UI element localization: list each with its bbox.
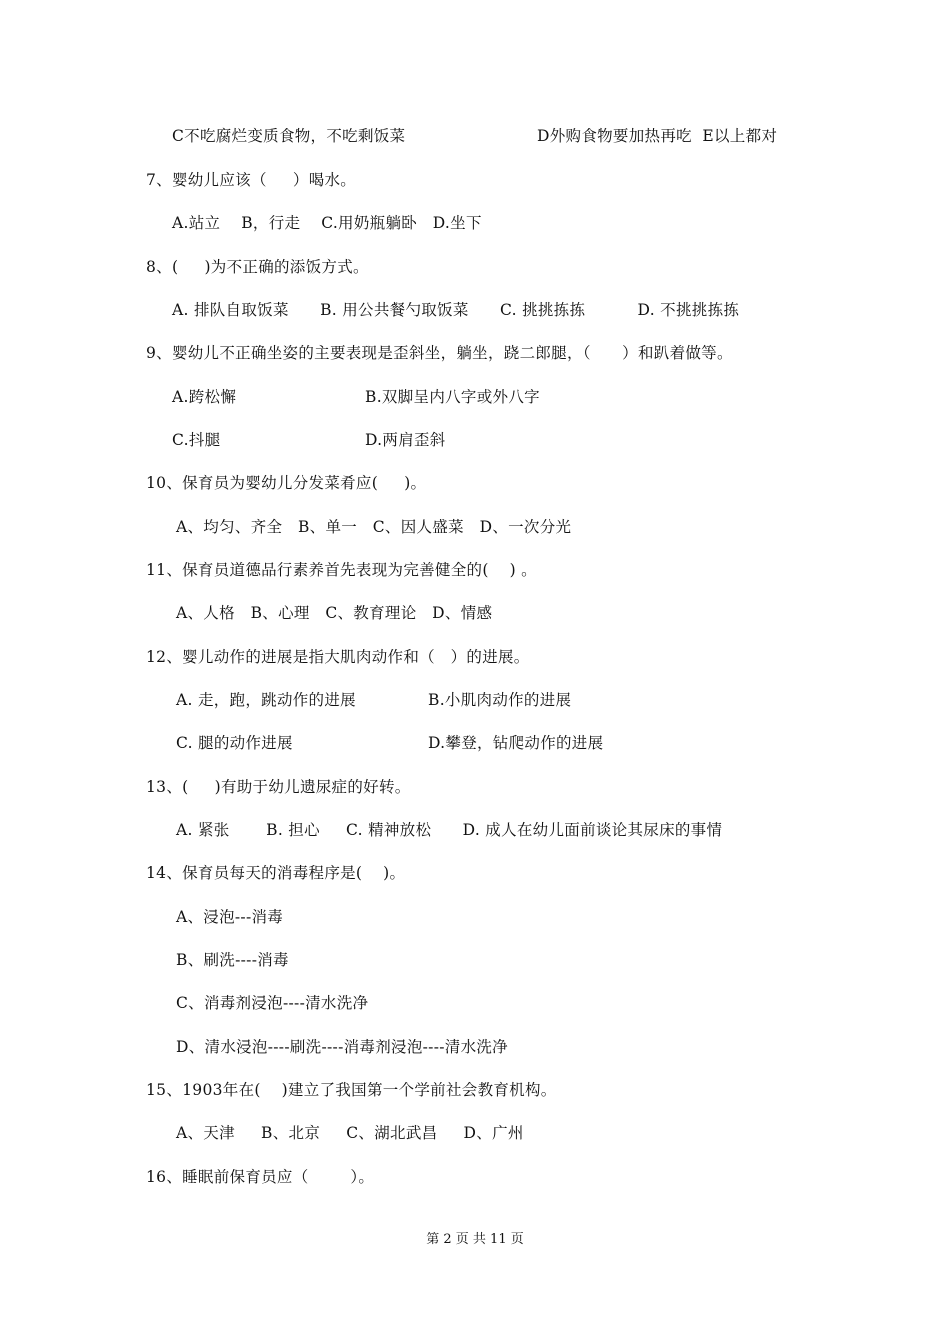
question-10-options: A、均匀、齐全 B、单一 C、因人盛菜 D、一次分光 — [176, 518, 572, 536]
question-9-option-c: C.抖腿 — [172, 431, 221, 449]
question-11: 11、保育员道德品行素养首先表现为完善健全的( ) 。 — [146, 561, 537, 579]
question-12-option-a: A. 走，跑，跳动作的进展 — [176, 691, 356, 709]
option-line-c: C不吃腐烂变质食物，不吃剩饭菜 — [172, 127, 406, 145]
question-8: 8、( )为不正确的添饭方式。 — [146, 258, 369, 276]
question-12-option-c: C. 腿的动作进展 — [176, 734, 293, 752]
question-7: 7、婴幼儿应该（ ）喝水。 — [146, 171, 357, 189]
option-line-d-e: D外购食物要加热再吃 E以上都对 — [537, 127, 778, 145]
question-14-option-c: C、消毒剂浸泡----清水洗净 — [176, 994, 369, 1012]
question-13-options: A. 紧张 B. 担心 C. 精神放松 D. 成人在幼儿面前谈论其尿床的事情 — [176, 821, 723, 839]
question-15: 15、1903年在( )建立了我国第一个学前社会教育机构。 — [146, 1081, 557, 1099]
question-11-options: A、人格 B、心理 C、教育理论 D、情感 — [176, 604, 493, 622]
question-9-option-b: B.双脚呈内八字或外八字 — [365, 388, 540, 406]
question-9-option-d: D.两肩歪斜 — [365, 431, 446, 449]
question-14-option-a: A、浸泡---消毒 — [176, 908, 284, 926]
question-15-options: A、天津 B、北京 C、湖北武昌 D、广州 — [176, 1124, 524, 1142]
question-16: 16、睡眠前保育员应（ ）。 — [146, 1168, 375, 1186]
question-8-options: A. 排队自取饭菜 B. 用公共餐勺取饭菜 C. 挑挑拣拣 D. 不挑挑拣拣 — [172, 301, 740, 319]
question-9-option-a: A.跨松懈 — [172, 388, 237, 406]
question-14-option-b: B、刷洗----消毒 — [176, 951, 289, 969]
question-14: 14、保育员每天的消毒程序是( )。 — [146, 864, 406, 882]
question-12-option-b: B.小肌肉动作的进展 — [428, 691, 572, 709]
question-10: 10、保育员为婴幼儿分发菜肴应( )。 — [146, 474, 427, 492]
question-12: 12、婴儿动作的进展是指大肌肉动作和（ ）的进展。 — [146, 648, 530, 666]
question-7-options: A.站立 B，行走 C.用奶瓶躺卧 D.坐下 — [172, 214, 482, 232]
question-9: 9、婴幼儿不正确坐姿的主要表现是歪斜坐，躺坐，跷二郎腿，（ ）和趴着做等。 — [146, 344, 733, 362]
page-footer: 第 2 页 共 11 页 — [426, 1232, 524, 1247]
question-13: 13、( )有助于幼儿遗尿症的好转。 — [146, 778, 411, 796]
question-12-option-d: D.攀登，钻爬动作的进展 — [428, 734, 604, 752]
question-14-option-d: D、清水浸泡----刷洗----消毒剂浸泡----清水洗净 — [176, 1038, 508, 1056]
